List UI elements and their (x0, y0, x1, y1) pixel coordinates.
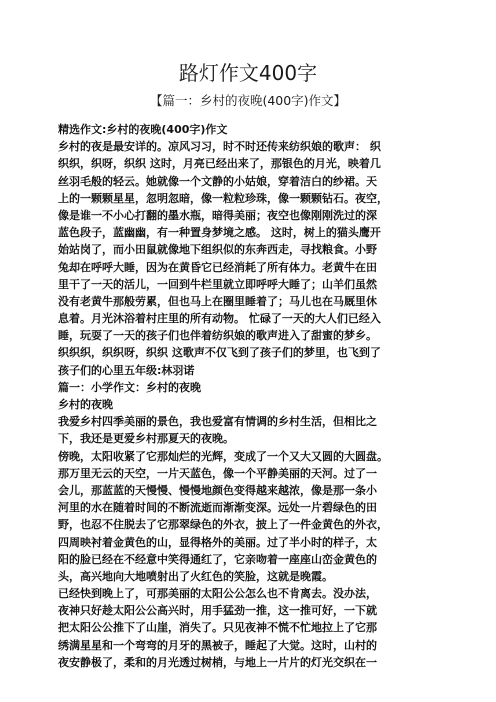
text-line: 把太阳公公推下了山崖，消失了。只见夜神不慌不忙地拉上了它那 (58, 621, 377, 635)
text-line: 乡村的夜是最安详的。凉风习习，时不时还传来纺织娘的歌声： 织 (58, 140, 381, 154)
text-line: 篇一：小学作文：乡村的夜晚 (58, 380, 201, 394)
text-line: 夜安静极了，柔和的月光透过树梢，与地上一片片的灯光交织在一 (58, 655, 377, 669)
text-line: 兔却在呼呼大睡，因为在黄昏它已经消耗了所有体力。老黄牛在田 (58, 260, 377, 274)
text-line: 已经快到晚上了，可那美丽的太阳公公怎么也不肯离去。没办法， (58, 587, 377, 601)
text-line: 乡村的夜晚 (58, 398, 113, 411)
text-line: 我爱乡村四季美丽的景色，我也爱富有情调的乡村生活，但相比之 (58, 415, 377, 429)
text-line: 傍晚，太阳收紧了它那灿烂的光辉，变成了一个又大又圆的大圆盘。 (58, 449, 388, 463)
text-line: 会儿，那蓝蓝的天慢慢、慢慢地颜色变得越来越浓，像是那一条小 (58, 483, 377, 497)
text-line: 精选作文:乡村的夜晚(400字)作文 (58, 123, 228, 136)
text-line: 孩子们的心里五年级:林羽诺 (58, 363, 195, 377)
document-title: 路灯作文400字 (178, 61, 318, 85)
text-line: 四周映衬着金黄色的山，显得格外的美丽。过了半小时的样子，太 (58, 535, 377, 549)
text-line: 没有老黄牛那般劳累，但也马上在圈里睡着了；马儿也在马厩里休 (58, 294, 377, 308)
text-line: 丝羽毛般的轻云。她就像一个文静的小姑娘，穿着洁白的纱裙。天 (58, 174, 377, 188)
document-subtitle: 【篇一：乡村的夜晚(400字)作文】 (149, 93, 347, 108)
text-line: 河里的水在随着时间的不断流逝而渐渐变深。远处一片碧绿色的田 (58, 501, 377, 515)
text-line: 阳的脸已经在不经意中笑得通红了，它亲吻着一座座山峦金黄色的 (58, 552, 377, 566)
document-body (58, 121, 442, 671)
text-line: 上的一颗颗星星，忽明忽暗，像一粒粒珍珠，像一颗颗钻石。夜空， (58, 191, 388, 205)
text-line: 绣满星星和一个弯弯的月牙的黑被子，睡起了大觉。这时，山村的 (58, 638, 377, 652)
text-line: 睡，玩耍了一天的孩子们也伴着纺织娘的歌声进入了甜蜜的梦乡。 (58, 329, 377, 343)
text-line: 里干了一天的活儿，一回到牛栏里就立即呼呼大睡了；山羊们虽然 (58, 277, 377, 291)
text-line: 像是谁一不小心打翻的墨水瓶，暗得美丽；夜空也像刚刚洗过的深 (58, 208, 377, 222)
text-line: 头，高兴地向大地喷射出了火红色的笑脸，这就是晚霞。 (58, 569, 333, 583)
text-line: 织织织，织织呀，织织 这歌声不仅飞到了孩子们的梦里，也飞到了 (58, 346, 381, 360)
text-line: 息着。月光沐浴着村庄里的所有动物。 忙碌了一天的大人们已经入 (58, 312, 381, 326)
text-line: 野，也忍不住脱去了它那翠绿色的外衣，披上了一件金黄色的外衣， (58, 518, 388, 532)
text-line: 织织，织呀，织织 这时，月亮已经出来了，那银色的月光，映着几 (58, 157, 381, 171)
text-line: 下，我还是更爱乡村那夏天的夜晚。 (58, 432, 234, 446)
text-line: 那万里无云的天空，一片天蓝色，像一个平静美丽的天河。过了一 (58, 466, 377, 480)
text-line: 夜神只好趁太阳公公高兴时，用手猛劲一推，这一推可好，一下就 (58, 604, 377, 618)
text-line: 始站岗了，而小田鼠就像地下组织似的东奔西走，寻找粮食。小野 (58, 243, 377, 257)
text-line: 蓝色段子，蓝幽幽，有一种置身梦境之感。 这时，树上的猫头鹰开 (58, 226, 381, 240)
